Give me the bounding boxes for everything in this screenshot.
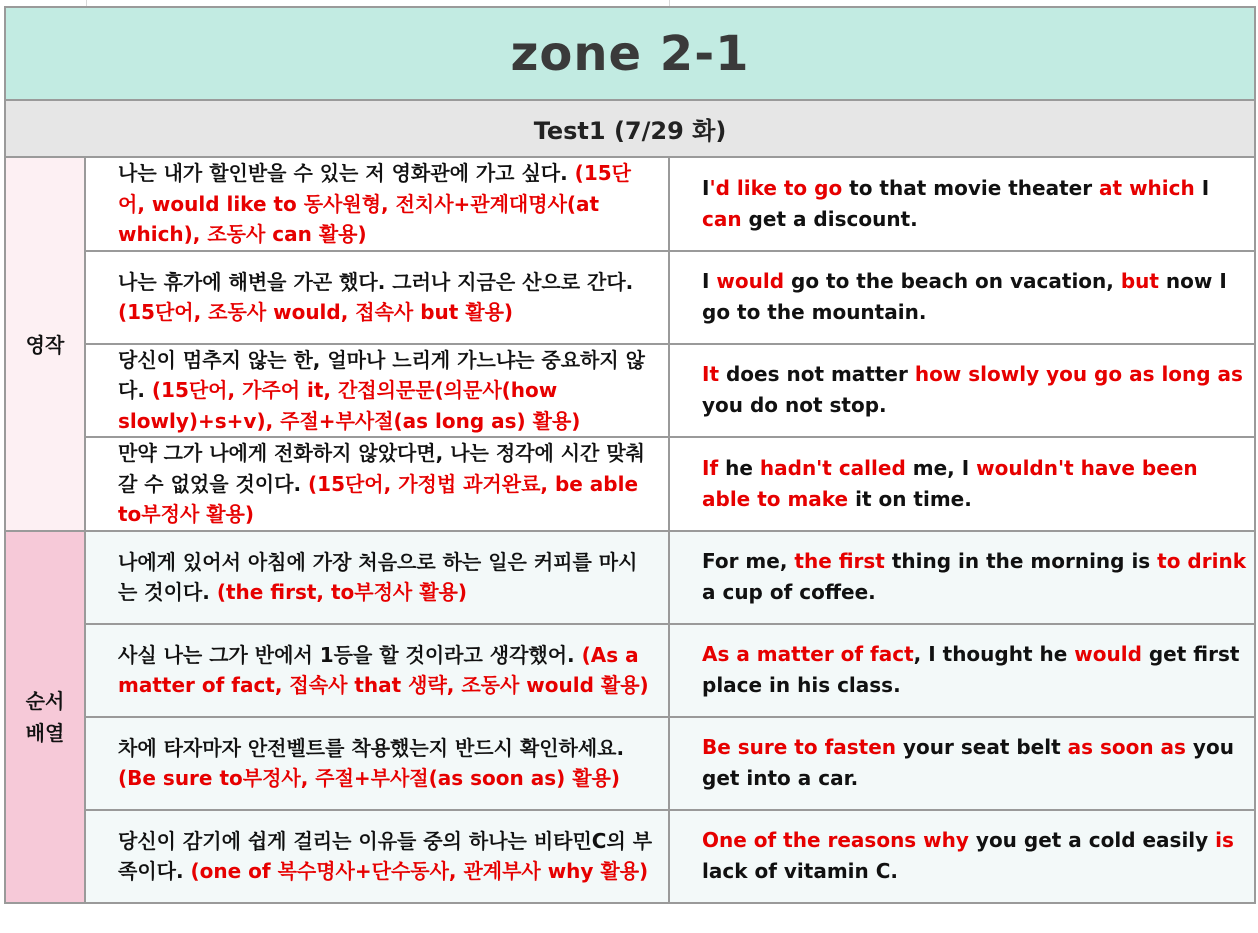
hint-text: hadn't called (759, 455, 906, 480)
english-answer-cell (669, 437, 1255, 531)
hint-text: as soon as (1067, 735, 1186, 759)
sentence-text: , I thought he (913, 642, 1075, 666)
korean-prompt-cell (85, 717, 669, 810)
hint-text: would (716, 269, 785, 293)
exercise-row (5, 531, 1255, 624)
sentence-text: I (1194, 175, 1210, 200)
hint-text: would (1074, 642, 1142, 666)
sentence-text: 만약 그가 나에게 전화하지 않았다면, 나는 정각에 시간 맞춰 갈 수 없었을 것이다. (118, 441, 645, 496)
exercise-row (5, 717, 1255, 810)
sentence-text: you do not stop. (702, 393, 887, 418)
english-answer-cell (669, 624, 1255, 717)
sentence-text: 나는 내가 할인받을 수 있는 저 영화관에 가고 싶다. (118, 161, 575, 185)
exercise-row (5, 157, 1255, 251)
hint-text: 'd like to go (709, 175, 843, 200)
sentence-text: to that movie theater (842, 175, 1100, 200)
sentence-text: thing in the morning is (884, 549, 1158, 573)
exercise-row (5, 437, 1255, 531)
sentence-text: For me, (702, 549, 795, 573)
sentence-text: 당신이 감기에 쉽게 걸리는 이유들 중의 하나는 비타민C의 부족이다. (118, 828, 653, 883)
exercise-row (5, 624, 1255, 717)
test-subtitle: Test1 (7/29 화) (5, 100, 1255, 157)
korean-prompt-cell (85, 157, 669, 251)
hint-text: (15단어, 가주어 it, 간접의문문(의문사(how slowly)+s+v), 주절+부사절(as long as) 활용) (118, 378, 581, 433)
hint-text: is (1215, 828, 1234, 852)
hint-text: wouldn't have been able to make (702, 455, 1198, 511)
exercise-row (5, 810, 1255, 903)
english-answer-cell (669, 810, 1255, 903)
hint-text: (15단어, 조동사 would, 접속사 but 활용) (118, 300, 514, 324)
sentence-text: he (718, 455, 760, 480)
sentence-text: 차에 타자마자 안전벨트를 착용했는지 반드시 확인하세요. (118, 735, 625, 760)
hint-text: but (1120, 269, 1159, 293)
hint-text: Be sure to fasten (702, 735, 897, 759)
sentence-text: it on time. (848, 486, 972, 511)
sentence-text: a cup of coffee. (702, 580, 876, 604)
sentence-text: you get a cold easily (968, 828, 1216, 852)
exercise-row (5, 344, 1255, 438)
sentence-text: your seat belt (896, 735, 1068, 759)
hint-text: to drink (1157, 549, 1247, 573)
hint-text: how slowly you go as long as (914, 362, 1243, 387)
hint-text: If (702, 455, 719, 480)
hint-text: (15단어, would like to 동사원형, 전치사+관계대명사(at which), 조동사 can 활용) (118, 161, 631, 246)
hint-text: It (702, 362, 720, 387)
hint-text: As a matter of fact (702, 642, 914, 666)
sentence-text: 사실 나는 그가 반에서 1등을 할 것이라고 생각했어. (118, 642, 582, 667)
hint-text: the first (794, 549, 885, 573)
english-answer-cell (669, 531, 1255, 624)
korean-prompt-cell (85, 810, 669, 903)
english-answer-cell (669, 251, 1255, 344)
sentence-text: I (702, 175, 710, 200)
hint-text: at which (1099, 175, 1195, 200)
category-label: 순서 배열 (5, 531, 85, 903)
sentence-text: 나는 휴가에 해변을 가곤 했다. 그러나 지금은 산으로 간다. (118, 269, 634, 294)
exercise-row (5, 251, 1255, 344)
hint-text: (As a matter of fact, 접속사 that 생략, 조동사 would 활용) (118, 642, 649, 697)
korean-prompt-cell (85, 624, 669, 717)
korean-prompt-cell (85, 437, 669, 531)
sentence-text: get first place in his class. (702, 642, 1240, 697)
hint-text: (one of 복수명사+단수동사, 관계부사 why 활용) (190, 859, 649, 883)
sentence-text: now I go to the mountain. (702, 269, 1227, 324)
hint-text: (Be sure to부정사, 주절+부사절(as soon as) 활용) (118, 766, 620, 790)
english-answer-cell (669, 717, 1255, 810)
hint-text: can (702, 206, 742, 231)
sentence-text: lack of vitamin C. (702, 859, 898, 883)
english-answer-cell (669, 344, 1255, 438)
hint-text: One of the reasons why (702, 828, 969, 852)
sentence-text: does not matter (719, 362, 915, 387)
sentence-text: me, I (905, 455, 977, 480)
korean-prompt-cell (85, 531, 669, 624)
english-answer-cell (669, 157, 1255, 251)
korean-prompt-cell (85, 344, 669, 438)
sentence-text: I (702, 269, 717, 293)
sentence-text: get a discount. (741, 206, 918, 231)
page-title: zone 2-1 (5, 7, 1255, 100)
korean-prompt-cell (85, 251, 669, 344)
sentence-text: you get into a car. (702, 735, 1234, 790)
category-label: 영작 (5, 157, 85, 531)
sentence-text: go to the beach on vacation, (784, 269, 1121, 293)
hint-text: (the first, to부정사 활용) (216, 580, 467, 604)
worksheet-table (4, 6, 1256, 904)
sentence-text: 나에게 있어서 아침에 가장 처음으로 하는 일은 커피를 마시는 것이다. (118, 549, 638, 604)
sentence-text: 당신이 멈추지 않는 한, 얼마나 느리게 가느냐는 중요하지 않다. (118, 347, 645, 402)
hint-text: (15단어, 가정법 과거완료, be able to부정사 활용) (118, 471, 639, 526)
